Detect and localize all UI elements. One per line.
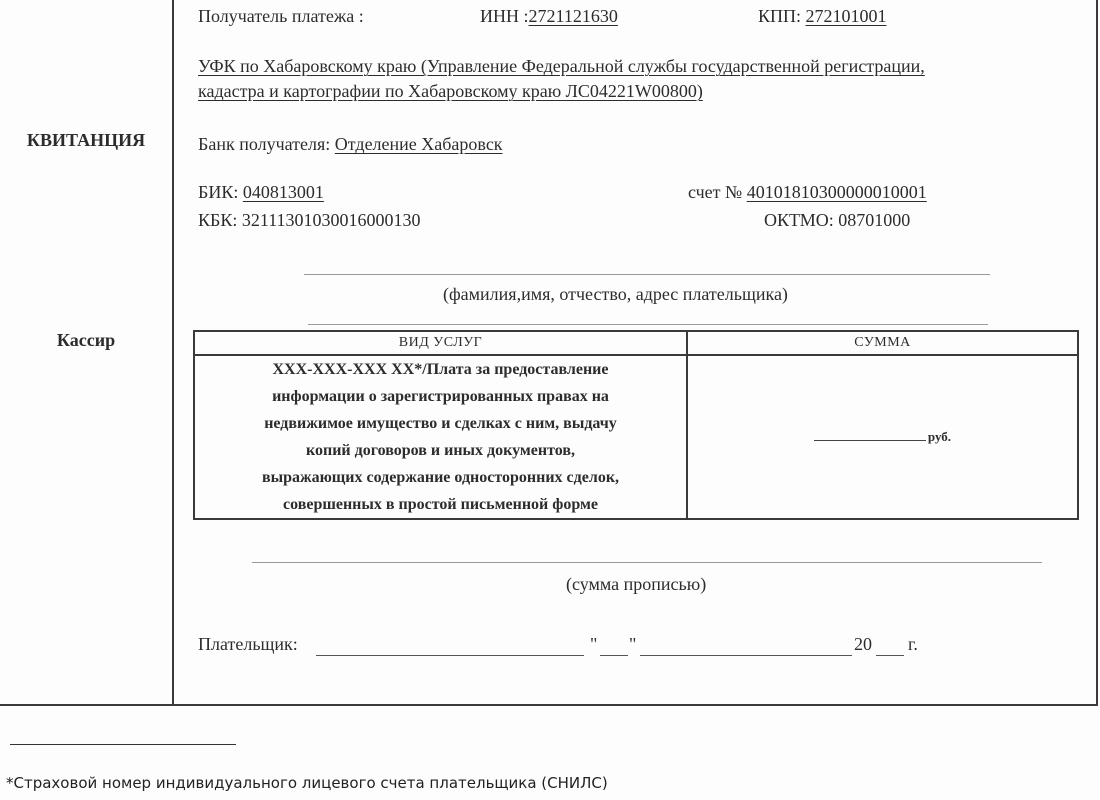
service-description xyxy=(194,355,687,519)
oktmo-value: 08701000 xyxy=(838,210,911,230)
payer-name-line xyxy=(304,274,990,275)
year-prefix: 20 xyxy=(854,634,872,654)
receipt-divider xyxy=(172,0,174,706)
oktmo-field xyxy=(764,210,910,231)
date-quote-open: " xyxy=(590,634,598,654)
payer-signature-line[interactable] xyxy=(316,655,584,656)
kpp-label: КПП: xyxy=(758,6,802,26)
table-row xyxy=(194,355,1078,519)
services-table-header xyxy=(194,331,1078,355)
service-column-header: ВИД УСЛУГ xyxy=(194,331,687,355)
service-line: недвижимое имущество и сделках с ним, выдачу xyxy=(264,415,617,432)
services-table xyxy=(193,330,1079,520)
bank-field xyxy=(198,134,503,155)
date-day-line[interactable] xyxy=(600,655,628,656)
account-value: 40101810300000010001 xyxy=(746,182,927,202)
payer-address-line xyxy=(308,324,988,325)
cashier-label: Кассир xyxy=(56,330,116,350)
account-label: счет № xyxy=(688,182,743,202)
inn-value: 2721121630 xyxy=(528,6,618,26)
service-line: копий договоров и иных документов, xyxy=(305,442,576,459)
receipt-title: КВИТАНЦИЯ xyxy=(26,130,146,150)
bank-value: Отделение Хабаровск xyxy=(334,134,503,154)
payer-sign-label: Плательщик: xyxy=(198,634,298,654)
service-line: информации о зарегистрированных правах на xyxy=(272,388,609,405)
footnote: *Страховой номер индивидуального лицевого счета плательщика (СНИЛС) xyxy=(6,774,608,792)
kbk-field xyxy=(198,210,421,231)
account-field xyxy=(688,182,927,203)
sum-words-line xyxy=(252,562,1042,563)
footnote-separator xyxy=(10,744,236,745)
service-line: совершенных в простой письменной форме xyxy=(283,496,598,513)
recipient-name-line1: УФК по Хабаровскому краю (Управление Федеральной службы государственной регистрации, xyxy=(198,56,925,76)
sum-words-caption: (сумма прописью) xyxy=(566,574,707,594)
oktmo-label: ОКТМО: xyxy=(764,210,834,230)
recipient-label: Получатель платежа : xyxy=(198,6,364,26)
kpp-field xyxy=(758,6,887,27)
year-line[interactable] xyxy=(876,655,904,656)
bik-label: БИК: xyxy=(198,182,239,202)
inn-label: ИНН : xyxy=(480,6,529,26)
sum-blank-line[interactable] xyxy=(814,440,926,441)
payer-caption: (фамилия,имя, отчество, адрес плательщика) xyxy=(443,284,788,304)
date-quote-close: " xyxy=(629,634,637,654)
bik-value: 040813001 xyxy=(242,182,324,202)
year-suffix: г. xyxy=(908,634,918,654)
recipient-name-line2: кадастра и картографии по Хабаровскому краю ЛС04221W00800) xyxy=(198,81,703,101)
sum-cell xyxy=(687,355,1078,519)
service-line: XXX-XXX-XXX XX*/Плата за предоставление xyxy=(272,361,609,378)
service-line: выражающих содержание односторонних сделок, xyxy=(261,469,620,486)
kbk-label: КБК: xyxy=(198,210,238,230)
kpp-value: 272101001 xyxy=(805,6,887,26)
bank-label: Банк получателя: xyxy=(198,134,331,154)
inn-field xyxy=(480,6,618,27)
kbk-value: 32111301030016000130 xyxy=(241,210,421,230)
sum-column-header: СУММА xyxy=(687,331,1078,355)
bik-field xyxy=(198,182,324,203)
sum-unit: руб. xyxy=(927,429,952,444)
date-month-line[interactable] xyxy=(640,655,852,656)
